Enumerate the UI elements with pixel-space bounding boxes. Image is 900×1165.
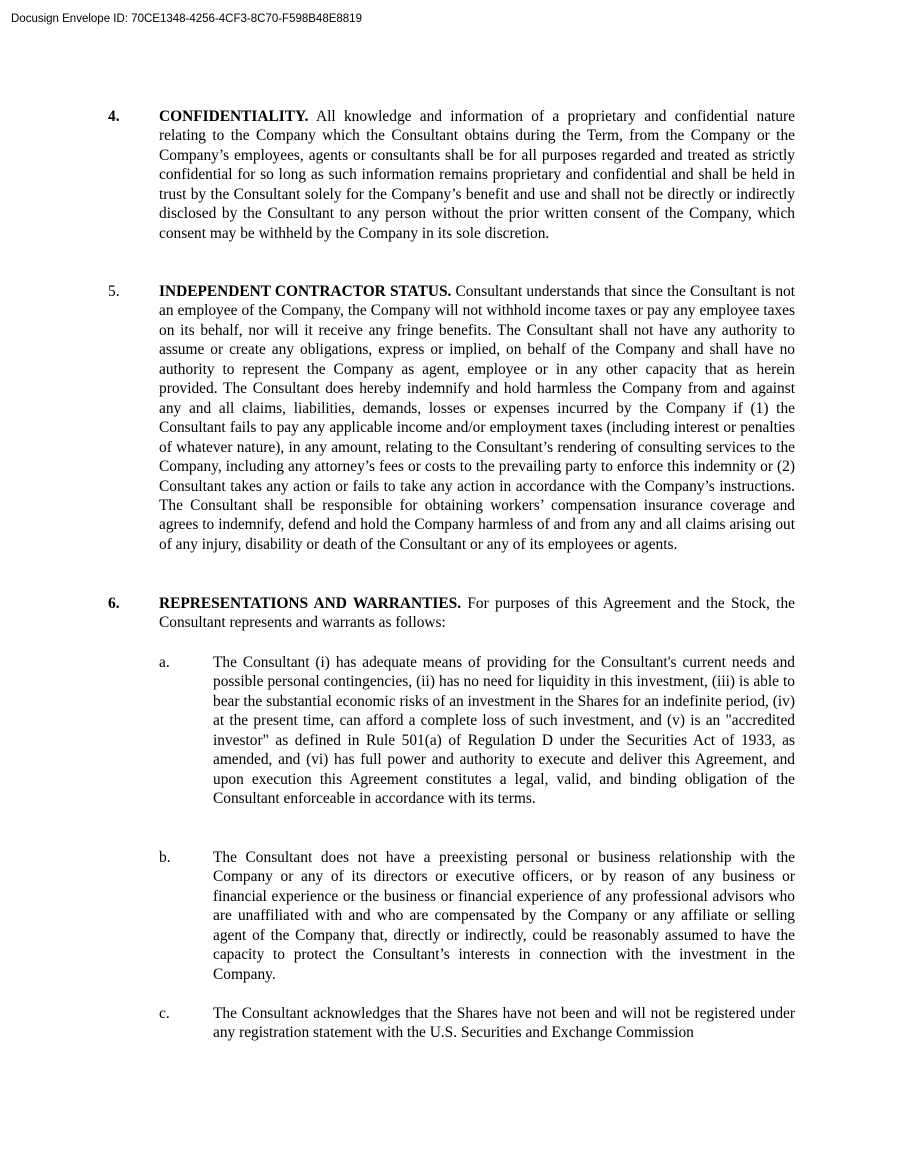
subsection-text-c: The Consultant acknowledges that the Shares have not been and will not be registered under any registration statement with the U.S. Securities and Exchange Commission — [213, 1005, 795, 1042]
subsection-a — [213, 653, 795, 809]
section-representations — [159, 594, 795, 633]
section-number-6: 6. — [108, 595, 120, 612]
subsection-letter-b: b. — [159, 849, 171, 866]
section-heading-confidentiality: CONFIDENTIALITY. — [159, 108, 309, 125]
section-number-4: 4. — [108, 108, 120, 125]
subsection-text-b: The Consultant does not have a preexisting personal or business relationship with the Company or any of its directors or executive officers, or by reason of any business or financial experience or the business or financial experience of any professional advisors who are unaffiliated with and who are compensated by the Company or any affiliate or selling agent of the Company that, directly or indirectly, could be reasonably assumed to have the capacity to protect the Consultant’s interests in connection with the investment in the Company. — [213, 849, 795, 983]
section-independent-contractor — [159, 282, 795, 554]
section-text-independent-contractor: Consultant understands that since the Consultant is not an employee of the Company, the Company will not withhold income taxes or pay any employee taxes on its behalf, nor will it receive any fringe benefits. The Consultant shall not have any authority to assume or create any obligations, express or implied, on behalf of the Company and shall have no authority to represent the Company as agent, employee or in any other capacity that as herein provided. The Consultant does hereby indemnify and hold harmless the Company from and against any and all claims, liabilities, demands, losses or expenses incurred by the Company if (1) the Consultant fails to pay any applicable income and/or employment taxes (including interest or penalties of whatever nature), in any amount, relating to the Consultant’s rendering of consulting services to the Company, including any attorney’s fees or costs to the prevailing party to enforce this indemnity or (2) Consultant takes any action or fails to take any action in accordance with the Company’s instructions. The Consultant shall be responsible for obtaining workers’ compensation insurance coverage and agrees to indemnify, defend and hold the Company harmless of and from any and all claims arising out of any injury, disability or death of the Consultant or any of its employees or agents. — [159, 283, 795, 553]
subsection-text-a: The Consultant (i) has adequate means of providing for the Consultant's current needs and possible personal contingencies, (ii) has no need for liquidity in this investment, (iii) is able to bear the substantial economic risks of an investment in the Shares for an indefinite period, (iv) at the present time, can afford a complete loss of such investment, and (v) is an "accredited investor" as defined in Rule 501(a) of Regulation D under the Securities Act of 1933, as amended, and (vi) has full power and authority to execute and deliver this Agreement, and upon execution this Agreement constitutes a legal, valid, and binding obligation of the Consultant enforceable in accordance with its terms. — [213, 654, 795, 808]
section-heading-independent-contractor: INDEPENDENT CONTRACTOR STATUS. — [159, 283, 452, 300]
subsection-letter-a: a. — [159, 654, 170, 671]
envelope-id-header: Docusign Envelope ID: 70CE1348-4256-4CF3-8C70-F598B48E8819 — [11, 13, 362, 25]
section-heading-representations: REPRESENTATIONS AND WARRANTIES. — [159, 595, 462, 612]
subsection-letter-c: c. — [159, 1005, 170, 1022]
section-number-5: 5. — [108, 283, 120, 300]
section-text-confidentiality: All knowledge and information of a proprietary and confidential nature relating to the Company which the Consultant obtains during the Term, from the Company or the Company’s employees, agents or consultants shall be for all purposes regarded and treated as strictly confidential for so long as such information remains proprietary and confidential and shall be held in trust by the Consultant solely for the Company’s benefit and use and shall not be directly or indirectly disclosed by the Consultant to any person without the prior written consent of the Company, which consent may be withheld by the Company in its sole discretion. — [159, 108, 795, 242]
subsection-b — [213, 848, 795, 984]
section-confidentiality — [159, 107, 795, 243]
subsection-c — [213, 1004, 795, 1043]
section-text-representations: For purposes of this Agreement and the Stock, the Consultant represents and warrants as follows: — [159, 595, 795, 632]
